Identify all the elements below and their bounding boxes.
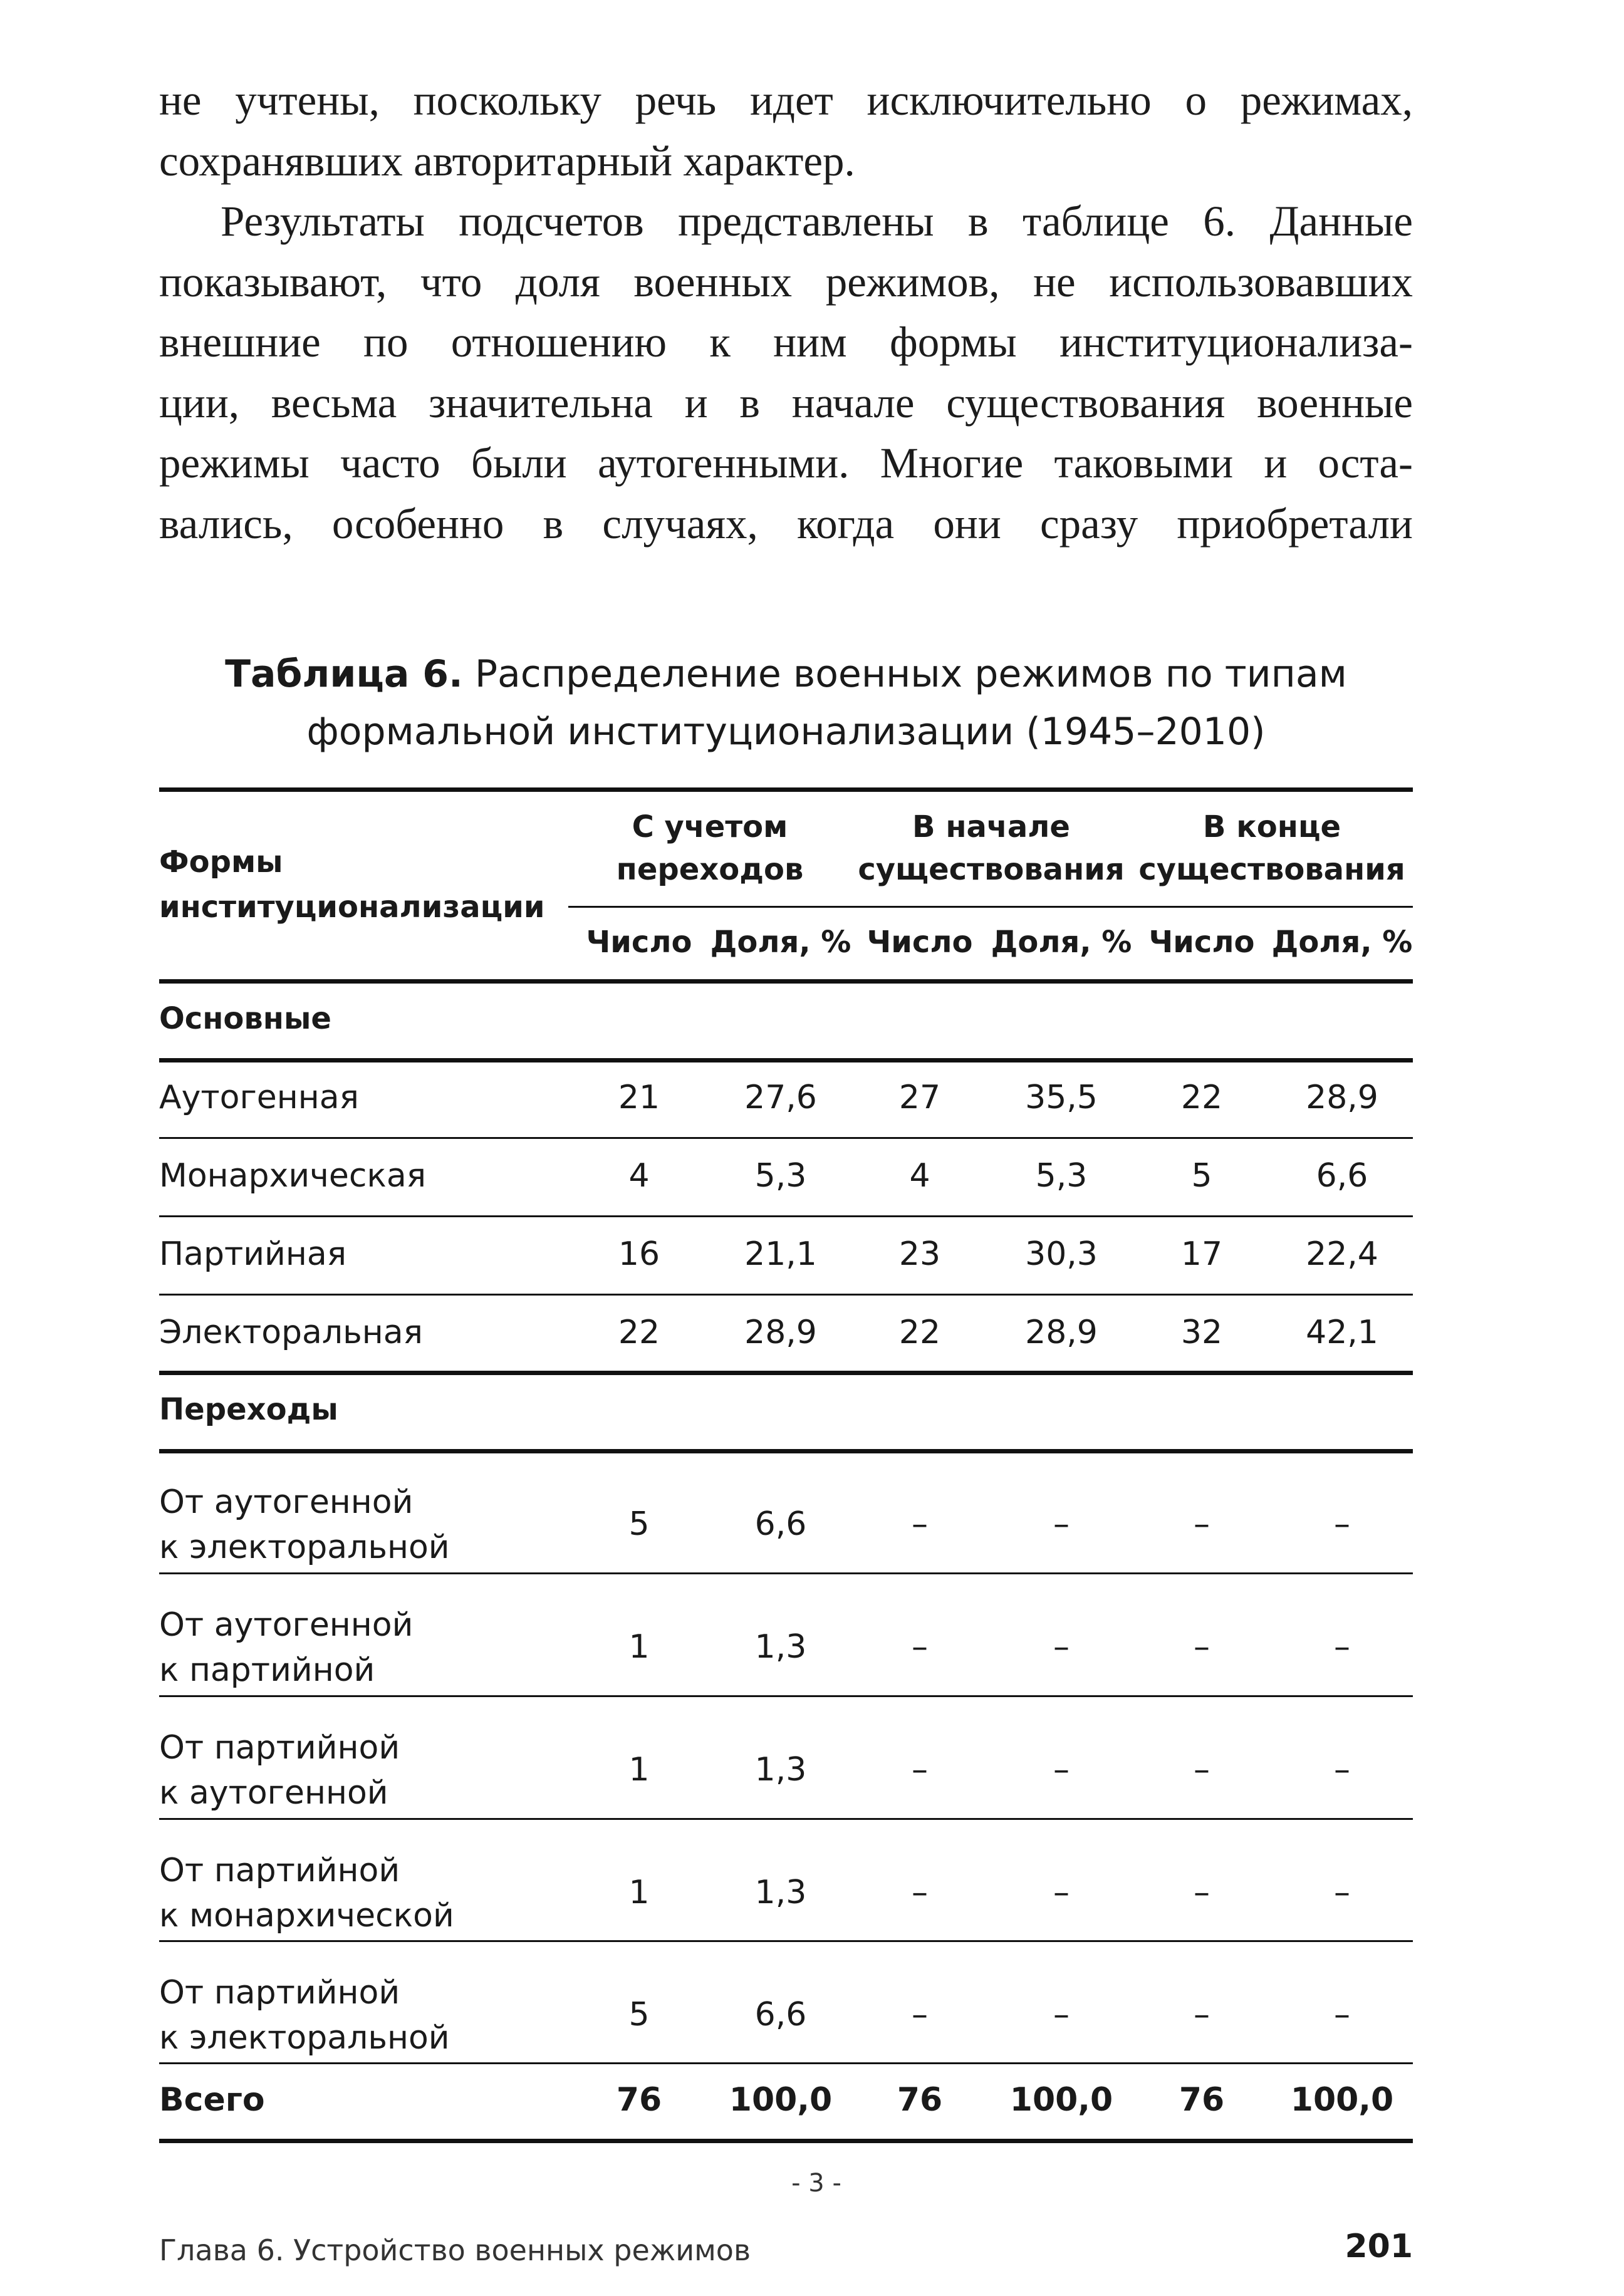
- subcol-header: Число: [867, 925, 973, 960]
- subcol-header: Число: [586, 925, 692, 960]
- table-cell: 28,9: [1025, 1314, 1098, 1351]
- text-line: режимы часто были аутогенными. Многие таковыми и оста-: [159, 439, 1413, 487]
- total-cell: 76: [616, 2081, 662, 2119]
- table-bottom-rule: [159, 2139, 1413, 2143]
- row-label: Монархическая: [159, 1157, 426, 1195]
- table-cell: –: [912, 1874, 928, 1911]
- header-group-line: существования: [1138, 852, 1405, 887]
- total-cell: 100,0: [1290, 2081, 1394, 2119]
- table-cell: 28,9: [744, 1314, 817, 1351]
- text-line: сохранявших авторитарный характер.: [159, 137, 855, 185]
- section-label-transitions: Переходы: [159, 1392, 338, 1427]
- table-cell: 6,6: [754, 1996, 807, 2034]
- row-label-line: От аутогенной: [159, 1606, 414, 1644]
- subcol-header: Число: [1148, 925, 1255, 960]
- row-label: Партийная: [159, 1235, 346, 1273]
- total-cell: 100,0: [1009, 2081, 1113, 2119]
- header-group-line: С учетом: [632, 809, 788, 844]
- header-group-end: [1138, 806, 1405, 891]
- table-cell: 28,9: [1306, 1079, 1378, 1116]
- text-line: Результаты подсчетов представлены в таблице 6. Данные: [221, 197, 1413, 245]
- row-label: Аутогенная: [159, 1079, 359, 1116]
- row-rule: [159, 1137, 1413, 1139]
- row-rule: [159, 1215, 1413, 1217]
- header-bottom-rule: [159, 979, 1413, 984]
- header-group-line: В конце: [1202, 809, 1341, 844]
- paragraph-2: [159, 191, 1413, 554]
- header-group-start: [858, 806, 1124, 891]
- caption-label: Таблица 6.: [225, 652, 463, 696]
- header-group-line: переходов: [616, 852, 804, 887]
- table-cell: 1: [628, 1874, 650, 1911]
- table-cell: 22: [898, 1314, 941, 1351]
- table-cell: 27: [898, 1079, 941, 1116]
- table-cell: 22: [618, 1314, 660, 1351]
- section-transitions-rule: [159, 1449, 1413, 1453]
- row-rule: [159, 2062, 1413, 2064]
- row-label-line: От партийной: [159, 1974, 400, 2012]
- table-cell: 5: [628, 1505, 650, 1543]
- subcol-header: Доля, %: [710, 925, 851, 960]
- row-rule: [159, 1294, 1413, 1296]
- table-cell: –: [1053, 1505, 1070, 1543]
- header-group-line: существования: [858, 852, 1125, 887]
- row-rule: [159, 1940, 1413, 1942]
- table-cell: –: [1053, 1996, 1070, 2034]
- table-cell: 5: [628, 1996, 650, 2034]
- row-label-line: к партийной: [159, 1651, 375, 1689]
- table-cell: 5,3: [754, 1157, 807, 1195]
- row-label-line: к электоральной: [159, 2019, 450, 2057]
- header-group-line: В начале: [912, 809, 1070, 844]
- table-cell: 1,3: [754, 1874, 807, 1911]
- table-cell: –: [1334, 1996, 1350, 2034]
- table-cell: –: [912, 1505, 928, 1543]
- main-section-end-rule: [159, 1371, 1413, 1375]
- table-cell: 1: [628, 1751, 650, 1789]
- table-cell: 6,6: [1316, 1157, 1368, 1195]
- caption-text: Распределение военных режимов по типам: [474, 652, 1347, 696]
- table-cell: 35,5: [1025, 1079, 1098, 1116]
- caption-line-1: [159, 645, 1413, 703]
- row-label-line: к монархической: [159, 1897, 454, 1935]
- table-cell: 4: [909, 1157, 930, 1195]
- table-cell: 17: [1180, 1235, 1223, 1273]
- page-marker: - 3 -: [791, 2169, 841, 2198]
- table-cell: –: [1053, 1751, 1070, 1789]
- row-rule: [159, 1818, 1413, 1820]
- header-first-col: [159, 839, 544, 930]
- table-cell: –: [1194, 1628, 1210, 1666]
- table-cell: 23: [898, 1235, 941, 1273]
- row-label-line: От аутогенной: [159, 1483, 414, 1521]
- header-first-col-line: институционализации: [159, 890, 545, 925]
- table-cell: –: [912, 1996, 928, 2034]
- row-label: [159, 1970, 450, 2060]
- table-cell: 1,3: [754, 1751, 807, 1789]
- table-cell: 1,3: [754, 1628, 807, 1666]
- subcol-header: Доля, %: [991, 925, 1132, 960]
- text-line: ции, весьма значительна и в начале существования военные: [159, 378, 1413, 427]
- row-label: Электоральная: [159, 1314, 423, 1351]
- body-text: [159, 70, 1413, 554]
- subcol-header: Доля, %: [1271, 925, 1413, 960]
- table-cell: 27,6: [744, 1079, 817, 1116]
- table-cell: 4: [628, 1157, 650, 1195]
- table-cell: 42,1: [1306, 1314, 1378, 1351]
- table-cell: 21: [618, 1079, 660, 1116]
- table-cell: 32: [1180, 1314, 1223, 1351]
- table-cell: 6,6: [754, 1505, 807, 1543]
- table-cell: 30,3: [1025, 1235, 1098, 1273]
- row-label: [159, 1848, 454, 1938]
- paragraph-1: [159, 70, 1413, 191]
- text-line: внешние по отношению к ним формы институционализа-: [159, 318, 1413, 366]
- row-label: [159, 1603, 413, 1693]
- table-caption: [159, 645, 1413, 761]
- table-cell: 1: [628, 1628, 650, 1666]
- table-cell: –: [912, 1628, 928, 1666]
- table-cell: 16: [618, 1235, 660, 1273]
- table-cell: 21,1: [744, 1235, 817, 1273]
- table-cell: –: [1334, 1874, 1350, 1911]
- table-cell: 5,3: [1035, 1157, 1088, 1195]
- row-label-line: От партийной: [159, 1729, 400, 1767]
- table-cell: 22,4: [1306, 1235, 1378, 1273]
- row-rule: [159, 1695, 1413, 1697]
- caption-line-2: формальной институционализации (1945–2010): [306, 710, 1266, 754]
- row-label: [159, 1725, 400, 1816]
- table-cell: –: [1053, 1874, 1070, 1911]
- table-cell: –: [912, 1751, 928, 1789]
- table-cell: –: [1194, 1751, 1210, 1789]
- total-label: Всего: [159, 2081, 265, 2119]
- page-number: 201: [1345, 2228, 1413, 2265]
- table-cell: –: [1334, 1628, 1350, 1666]
- total-cell: 76: [1179, 2081, 1225, 2119]
- total-cell: 100,0: [729, 2081, 833, 2119]
- table-top-rule: [159, 787, 1413, 792]
- row-label-line: к аутогенной: [159, 1774, 388, 1812]
- table-cell: –: [1053, 1628, 1070, 1666]
- table-cell: –: [1194, 1505, 1210, 1543]
- text-line: вались, особенно в случаях, когда они сразу приобретали: [159, 499, 1413, 548]
- text-line: не учтены, поскольку речь идет исключительно о режимах,: [159, 76, 1413, 124]
- table-cell: 5: [1191, 1157, 1212, 1195]
- table-cell: –: [1194, 1874, 1210, 1911]
- section-main-rule: [159, 1058, 1413, 1062]
- table-cell: –: [1334, 1505, 1350, 1543]
- table-cell: –: [1334, 1751, 1350, 1789]
- row-label-line: к электоральной: [159, 1529, 450, 1566]
- running-head: Глава 6. Устройство военных режимов: [159, 2233, 751, 2267]
- row-rule: [159, 1572, 1413, 1574]
- row-label: [159, 1480, 450, 1570]
- table-cell: –: [1194, 1996, 1210, 2034]
- header-first-col-line: Формы: [159, 844, 283, 880]
- header-group-with-transitions: [617, 806, 804, 891]
- text-line: показывают, что доля военных режимов, не использовавших: [159, 257, 1413, 306]
- total-cell: 76: [897, 2081, 943, 2119]
- row-label-line: От партийной: [159, 1852, 400, 1889]
- header-group-rule: [568, 906, 1413, 908]
- section-label-main: Основные: [159, 1001, 331, 1036]
- table-cell: 22: [1180, 1079, 1223, 1116]
